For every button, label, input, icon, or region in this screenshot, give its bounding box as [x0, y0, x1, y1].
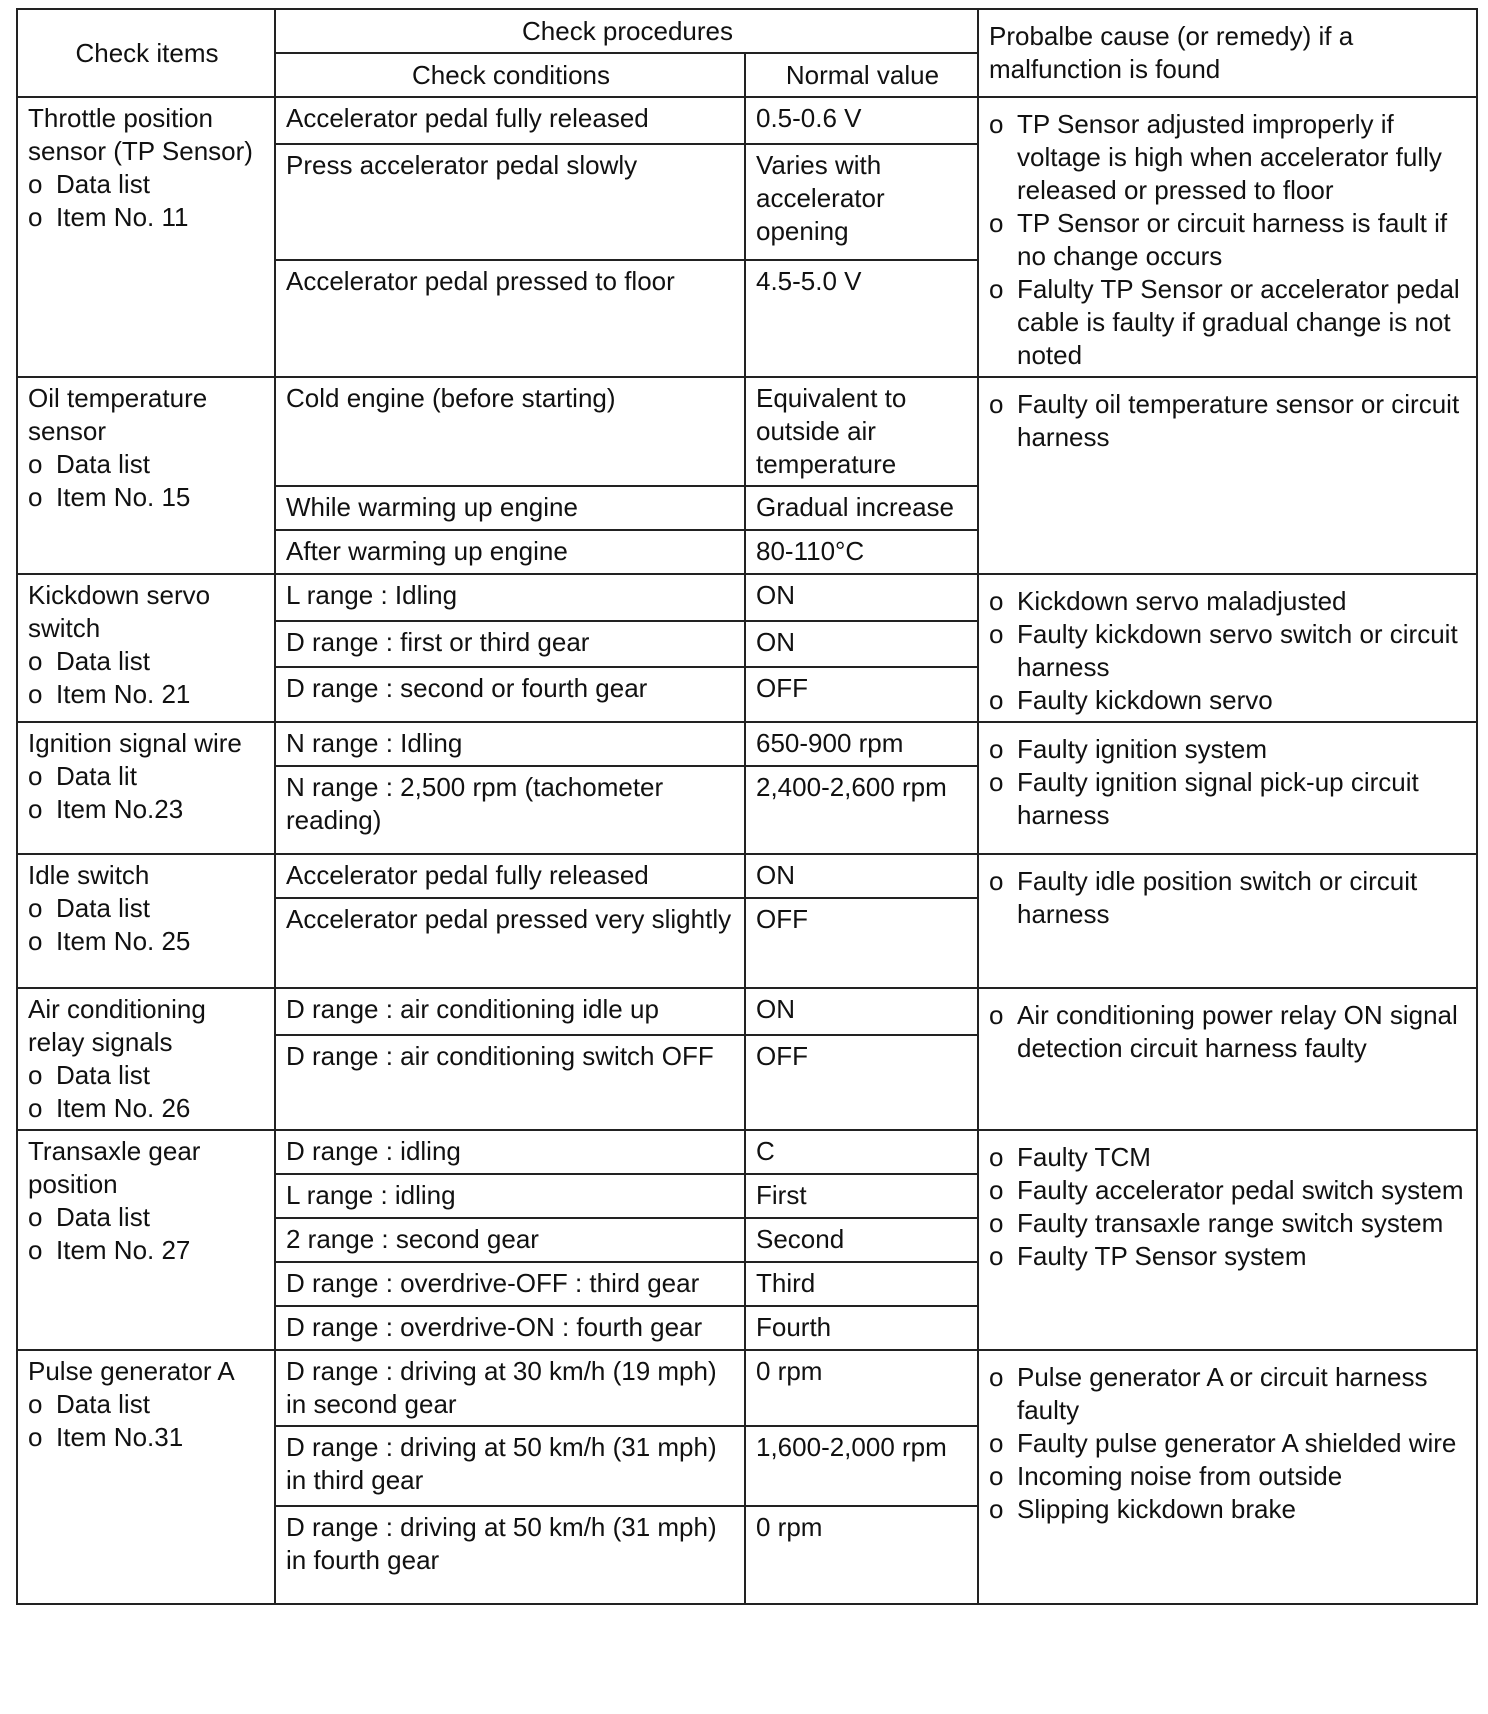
probable-cause-cell — [978, 854, 1477, 988]
check-condition: Press accelerator pedal slowly — [275, 144, 745, 260]
table-row — [17, 377, 1477, 486]
probable-cause-item — [989, 388, 1468, 454]
check-condition: D range : second or fourth gear — [275, 667, 745, 722]
check-item-sub — [28, 168, 266, 201]
bullet-icon: o — [989, 1428, 1004, 1458]
bullet-icon: o — [28, 761, 43, 791]
bullet-icon: o — [28, 1235, 43, 1265]
check-item-title: Pulse generator A — [28, 1356, 235, 1386]
probable-cause-text: Air conditioning power relay ON signal detection circuit harness faulty — [1017, 1000, 1458, 1063]
header-normal-value: Normal value — [745, 53, 978, 97]
probable-cause-item — [989, 273, 1468, 372]
probable-cause-text: Faulty idle position switch or circuit harness — [1017, 866, 1418, 929]
normal-value: 0.5-0.6 V — [745, 97, 978, 144]
bullet-icon: o — [28, 169, 43, 199]
normal-value: OFF — [745, 1035, 978, 1130]
bullet-icon: o — [989, 619, 1004, 649]
bullet-icon: o — [989, 1000, 1004, 1030]
check-item-sub — [28, 892, 266, 925]
normal-value: 650-900 rpm — [745, 722, 978, 766]
probable-cause-item — [989, 766, 1468, 832]
bullet-icon: o — [28, 1093, 43, 1123]
check-condition: While warming up engine — [275, 486, 745, 530]
check-item-sub — [28, 760, 266, 793]
check-item-title: Throttle position sensor (TP Sensor) — [28, 103, 253, 166]
probable-cause-item — [989, 999, 1468, 1065]
check-item-sub-text: Item No. 15 — [56, 482, 191, 512]
bullet-icon: o — [28, 482, 43, 512]
bullet-icon: o — [28, 893, 43, 923]
check-condition: D range : first or third gear — [275, 621, 745, 668]
bullet-icon: o — [28, 202, 43, 232]
probable-cause-text: Faulty transaxle range switch system — [1017, 1208, 1444, 1238]
check-item-title: Oil temperature sensor — [28, 383, 208, 446]
check-item-title: Air conditioning relay signals — [28, 994, 206, 1057]
normal-value: Fourth — [745, 1306, 978, 1350]
check-condition: D range : air conditioning idle up — [275, 988, 745, 1035]
bullet-icon: o — [28, 794, 43, 824]
check-condition: D range : driving at 30 km/h (19 mph) in second gear — [275, 1350, 745, 1426]
probable-cause-item — [989, 1141, 1468, 1174]
probable-cause-item — [989, 1361, 1468, 1427]
check-item-title: Kickdown servo switch — [28, 580, 211, 643]
check-item-cell — [17, 854, 275, 988]
check-item-sub — [28, 678, 266, 711]
check-condition: D range : idling — [275, 1130, 745, 1174]
bullet-icon: o — [989, 389, 1004, 419]
check-condition: D range : overdrive-ON : fourth gear — [275, 1306, 745, 1350]
bullet-icon: o — [28, 449, 43, 479]
probable-cause-cell — [978, 1130, 1477, 1350]
table-row — [17, 1350, 1477, 1426]
table-row — [17, 1130, 1477, 1174]
probable-cause-text: Slipping kickdown brake — [1017, 1494, 1296, 1524]
check-item-sub-text: Item No. 21 — [56, 679, 191, 709]
check-item-sub-text: Data lit — [56, 761, 137, 791]
check-item-sub — [28, 793, 266, 826]
bullet-icon: o — [989, 1175, 1004, 1205]
check-item-cell — [17, 1130, 275, 1350]
check-item-sub — [28, 481, 266, 514]
check-item-cell — [17, 1350, 275, 1604]
normal-value: Gradual increase — [745, 486, 978, 530]
probable-cause-text: Faulty kickdown servo — [1017, 685, 1273, 715]
check-item-title: Transaxle gear position — [28, 1136, 201, 1199]
bullet-icon: o — [989, 586, 1004, 616]
bullet-icon: o — [989, 1461, 1004, 1491]
probable-cause-item — [989, 1427, 1468, 1460]
probable-cause-text: Faulty kickdown servo switch or circuit harness — [1017, 619, 1458, 682]
table-row — [17, 988, 1477, 1035]
probable-cause-cell — [978, 988, 1477, 1130]
check-item-sub-text: Item No.31 — [56, 1422, 184, 1452]
bullet-icon: o — [989, 767, 1004, 797]
probable-cause-text: Pulse generator A or circuit harness faulty — [1017, 1362, 1428, 1425]
normal-value: ON — [745, 854, 978, 898]
bullet-icon: o — [989, 734, 1004, 764]
check-condition: D range : air conditioning switch OFF — [275, 1035, 745, 1130]
bullet-icon: o — [28, 1389, 43, 1419]
normal-value: OFF — [745, 667, 978, 722]
check-condition: D range : driving at 50 km/h (31 mph) in third gear — [275, 1426, 745, 1506]
check-condition: N range : Idling — [275, 722, 745, 766]
table-row — [17, 97, 1477, 144]
table-row — [17, 722, 1477, 766]
check-item-sub — [28, 1092, 266, 1125]
probable-cause-item — [989, 684, 1468, 717]
probable-cause-cell — [978, 97, 1477, 377]
check-condition: D range : overdrive-OFF : third gear — [275, 1262, 745, 1306]
bullet-icon: o — [989, 1494, 1004, 1524]
probable-cause-item — [989, 108, 1468, 207]
probable-cause-text: Faulty ignition signal pick-up circuit harness — [1017, 767, 1419, 830]
normal-value: Equivalent to outside air temperature — [745, 377, 978, 486]
probable-cause-text: Faulty pulse generator A shielded wire — [1017, 1428, 1457, 1458]
bullet-icon: o — [28, 679, 43, 709]
check-condition: N range : 2,500 rpm (tachometer reading) — [275, 766, 745, 854]
check-item-sub-text: Data list — [56, 1202, 150, 1232]
probable-cause-item — [989, 1240, 1468, 1273]
probable-cause-item — [989, 585, 1468, 618]
normal-value: 0 rpm — [745, 1350, 978, 1426]
check-table — [16, 8, 1478, 1605]
check-item-sub-text: Data list — [56, 646, 150, 676]
check-condition: Accelerator pedal pressed very slightly — [275, 898, 745, 988]
check-item-cell — [17, 377, 275, 574]
header-check-items: Check items — [17, 9, 275, 97]
bullet-icon: o — [989, 208, 1004, 238]
probable-cause-cell — [978, 1350, 1477, 1604]
normal-value: Varies with accelerator opening — [745, 144, 978, 260]
normal-value: ON — [745, 988, 978, 1035]
probable-cause-item — [989, 1460, 1468, 1493]
normal-value: 2,400-2,600 rpm — [745, 766, 978, 854]
normal-value: OFF — [745, 898, 978, 988]
check-item-sub — [28, 448, 266, 481]
header-check-conditions: Check conditions — [275, 53, 745, 97]
check-item-sub — [28, 645, 266, 678]
probable-cause-item — [989, 1493, 1468, 1526]
probable-cause-text: Faulty TP Sensor system — [1017, 1241, 1307, 1271]
normal-value: Third — [745, 1262, 978, 1306]
check-item-sub — [28, 1059, 266, 1092]
probable-cause-item — [989, 618, 1468, 684]
check-item-sub — [28, 1234, 266, 1267]
bullet-icon: o — [28, 1422, 43, 1452]
header-check-procedures: Check procedures — [275, 9, 978, 53]
probable-cause-item — [989, 865, 1468, 931]
probable-cause-cell — [978, 574, 1477, 722]
table-row — [17, 574, 1477, 621]
probable-cause-item — [989, 733, 1468, 766]
normal-value: 4.5-5.0 V — [745, 260, 978, 377]
probable-cause-item — [989, 1174, 1468, 1207]
check-item-sub-text: Item No. 27 — [56, 1235, 191, 1265]
check-item-sub-text: Item No. 25 — [56, 926, 191, 956]
probable-cause-text: Faulty oil temperature sensor or circuit harness — [1017, 389, 1460, 452]
probable-cause-text: Incoming noise from outside — [1017, 1461, 1343, 1491]
table-row — [17, 854, 1477, 898]
check-condition: D range : driving at 50 km/h (31 mph) in fourth gear — [275, 1506, 745, 1604]
check-item-sub — [28, 1201, 266, 1234]
normal-value: 0 rpm — [745, 1506, 978, 1604]
probable-cause-text: TP Sensor or circuit harness is fault if no change occurs — [1017, 208, 1448, 271]
bullet-icon: o — [989, 866, 1004, 896]
probable-cause-text: Faulty TCM — [1017, 1142, 1151, 1172]
check-condition: Accelerator pedal fully released — [275, 854, 745, 898]
check-item-sub-text: Data list — [56, 1389, 150, 1419]
bullet-icon: o — [28, 646, 43, 676]
check-item-sub — [28, 201, 266, 234]
check-condition: Accelerator pedal fully released — [275, 97, 745, 144]
probable-cause-text: Kickdown servo maladjusted — [1017, 586, 1347, 616]
probable-cause-text: TP Sensor adjusted improperly if voltage is high when accelerator fully released or pressed to floor — [1017, 109, 1442, 205]
table-body — [17, 97, 1477, 1604]
probable-cause-cell — [978, 722, 1477, 854]
check-item-cell — [17, 97, 275, 377]
check-item-sub-text: Item No. 11 — [56, 202, 189, 232]
normal-value: Second — [745, 1218, 978, 1262]
bullet-icon: o — [989, 685, 1004, 715]
check-item-sub-text: Data list — [56, 169, 150, 199]
check-item-sub-text: Data list — [56, 1060, 150, 1090]
check-item-sub-text: Data list — [56, 449, 150, 479]
normal-value: C — [745, 1130, 978, 1174]
page — [16, 8, 1476, 1605]
probable-cause-item — [989, 1207, 1468, 1240]
bullet-icon: o — [989, 1241, 1004, 1271]
check-condition: Accelerator pedal pressed to floor — [275, 260, 745, 377]
bullet-icon: o — [989, 1362, 1004, 1392]
check-item-title: Idle switch — [28, 860, 150, 890]
check-item-sub-text: Item No.23 — [56, 794, 184, 824]
probable-cause-item — [989, 207, 1468, 273]
check-condition: After warming up engine — [275, 530, 745, 574]
bullet-icon: o — [989, 274, 1004, 304]
normal-value: 80-110°C — [745, 530, 978, 574]
check-condition: L range : Idling — [275, 574, 745, 621]
check-item-sub-text: Item No. 26 — [56, 1093, 191, 1123]
table-header — [17, 9, 1477, 97]
bullet-icon: o — [989, 1142, 1004, 1172]
check-condition: Cold engine (before starting) — [275, 377, 745, 486]
bullet-icon: o — [28, 1060, 43, 1090]
bullet-icon: o — [28, 926, 43, 956]
check-item-cell — [17, 574, 275, 722]
bullet-icon: o — [989, 1208, 1004, 1238]
check-condition: L range : idling — [275, 1174, 745, 1218]
check-item-cell — [17, 722, 275, 854]
bullet-icon: o — [28, 1202, 43, 1232]
bullet-icon: o — [989, 109, 1004, 139]
probable-cause-text: Falulty TP Sensor or accelerator pedal cable is faulty if gradual change is not noted — [1017, 274, 1460, 370]
check-item-sub — [28, 1421, 266, 1454]
normal-value: First — [745, 1174, 978, 1218]
check-item-sub-text: Data list — [56, 893, 150, 923]
check-item-sub — [28, 925, 266, 958]
probable-cause-text: Faulty accelerator pedal switch system — [1017, 1175, 1464, 1205]
normal-value: ON — [745, 574, 978, 621]
check-condition: 2 range : second gear — [275, 1218, 745, 1262]
check-item-sub — [28, 1388, 266, 1421]
check-item-cell — [17, 988, 275, 1130]
probable-cause-cell — [978, 377, 1477, 574]
check-item-title: Ignition signal wire — [28, 728, 242, 758]
normal-value: ON — [745, 621, 978, 668]
probable-cause-text: Faulty ignition system — [1017, 734, 1267, 764]
header-probable-cause: Probalbe cause (or remedy) if a malfunction is found — [978, 9, 1477, 97]
normal-value: 1,600-2,000 rpm — [745, 1426, 978, 1506]
